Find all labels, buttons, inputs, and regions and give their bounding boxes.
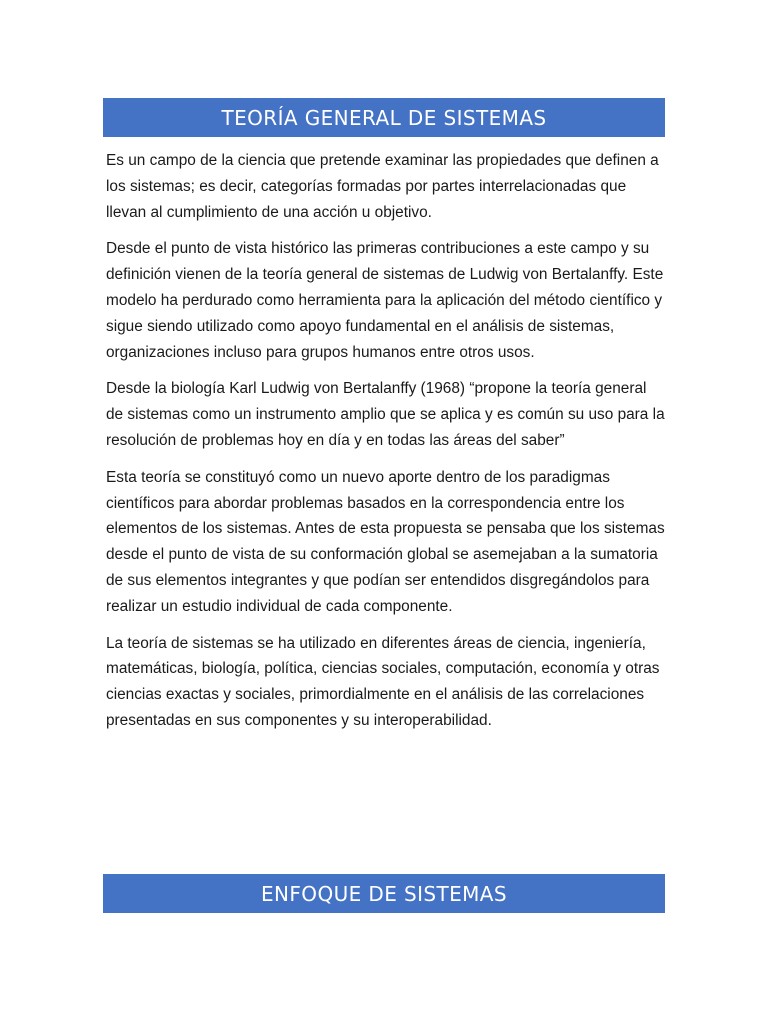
paragraph-applications: La teoría de sistemas se ha utilizado en diferentes áreas de ciencia, ingeniería, matemáticas, biología, política, ciencias sociales, computación, economía y otras ciencias exactas y sociales, primordialmente en el análisis de las correlaciones presentadas en sus componentes y su interoperabilidad. xyxy=(106,634,660,729)
section-heading-enfoque: ENFOQUE DE SISTEMAS xyxy=(103,874,665,913)
paragraph-history: Desde el punto de vista histórico las primeras contribuciones a este campo y su definición vienen de la teoría general de sistemas de Ludwig von Bertalanffy. Este modelo ha perdurado como herramienta para la aplicación del método científico y sigue siendo utilizado como apoyo fundamental en el análisis de sistemas, organizaciones incluso para grupos humanos entre otros usos. xyxy=(106,240,664,361)
paragraph-paradigm: Esta teoría se constituyó como un nuevo aporte dentro de los paradigmas científicos para abordar problemas basados en la correspondencia entre los elementos de los sistemas. Antes de esta propuesta se pensaba que los sistemas desde el punto de vista de su conformación global se asemejaban a la sumatoria de sus elementos integrantes y que podían ser entendidos disgregándolos para realizar un estudio individual de cada componente. xyxy=(106,468,665,615)
paragraph-definition: Es un campo de la ciencia que pretende examinar las propiedades que definen a los sistemas; es decir, categorías formadas por partes interrelacionadas que llevan al cumplimiento de una acción u objetivo. xyxy=(106,152,659,221)
section-heading-teoria-general: TEORÍA GENERAL DE SISTEMAS xyxy=(103,98,665,137)
paragraph-biology-quote: Desde la biología Karl Ludwig von Bertalanffy (1968) “propone la teoría general de sistemas como un instrumento amplio que se aplica y es común su uso para la resolución de problemas hoy en día y en todas las áreas del saber” xyxy=(106,380,665,449)
section-body-teoria-general xyxy=(106,148,666,745)
